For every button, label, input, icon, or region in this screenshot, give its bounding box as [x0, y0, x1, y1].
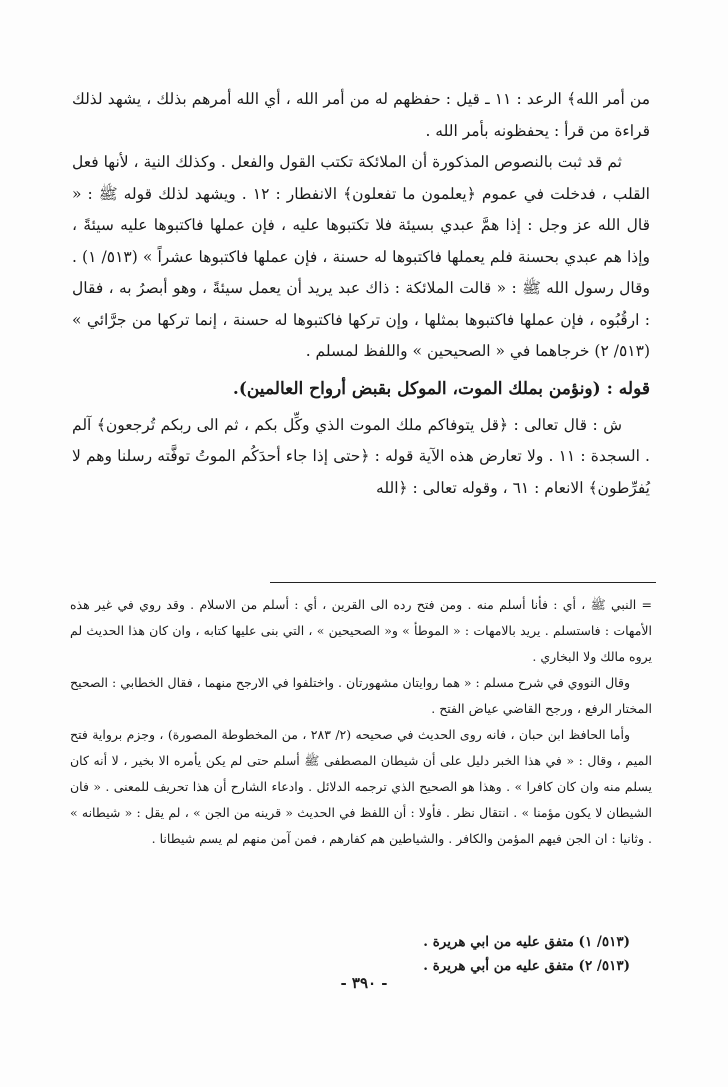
paragraph-angels-record: ثم قد ثبت بالنصوص المذكورة أن الملائكة تكتب القول والفعل . وكذلك النية ، لأنها فعل القلب ، فدخلت في عموم ﴿يعلمون ما تفعلون﴾ الانفطار : ١٢ . ويشهد لذلك قوله ﷺ : « قال الله عز وجل : إذا همَّ عبدي بسيئة فلا تكتبوها عليه ، فإن عملها فاكتبوها عليه سيئةً ، وإذا هم عبدي بحسنة فلم يعملها فاكتبوها له حسنة ، فإن عملها فاكتبوها عشراً » (٥١٣/ ١) . وقال رسول الله ﷺ : « قالت الملائكة : ذاك عبد يريد أن يعمل سيئةً ، وهو أبصرُ به ، فقال : ارقُبُوه ، فإن عملها فاكتبوها بمثلها ، وإن تركها فاكتبوها له حسنة ، إنما تركها من جرَّائي » (٥١٣/ ٢) خرجاهما في « الصحيحين » واللفظ لمسلم . — [72, 153, 650, 360]
footnotes — [70, 592, 652, 852]
footnote-continuation: = النبي ﷺ ، أي : فأنا أسلم منه . ومن فتح رده الى القرين ، أي : أسلم من الاسلام . وقد روي في غير هذه الأمهات : فاستسلم . يريد بالامهات : « الموطأ » و« الصحيحين » ، التي بنى عليها كتابه ، وان كان هذا الحديث لم يروه مالك ولا البخاري . — [70, 597, 652, 664]
footnote-ibn-hibban: وأما الحافظ ابن حبان ، فانه روى الحديث في صحيحه (٢/ ٢٨٣ ، من المخطوطة المصورة) ، وجزم برواية فتح الميم ، وقال : « في هذا الخبر دليل على أن شيطان المصطفى ﷺ أسلم حتى لم يكن يأمره الا بخير ، لا أنه كان يسلم منه وان كان كافرا » . وهذا هو الصحيح الذي ترجمه الدلائل . وادعاء الشارح أن هذا تحريف للمعنى . « فان الشيطان لا يكون مؤمنا » . انتقال نظر . فأولا : أن اللفظ في الحديث « قرينه من الجن » ، لم يقل : « شيطانه » . وثانيا : ان الجن فيهم المؤمن والكافر . والشياطين هم كفارهم ، فمن آمن منهم لم يسم شيطانا . — [70, 727, 652, 846]
paragraph-commentary: ش : قال تعالى : ﴿قل يتوفاكم ملك الموت الذي وكِّل بكم ، ثم الى ربكم تُرجعون﴾ آلم . السجدة : ١١ . ولا تعارض هذه الآية قوله : ﴿حتى إذا جاء أحدَكُم الموتُ توفَّته رسلنا وهم لا يُفرِّطون﴾ الانعام : ٦١ ، وقوله تعالى : ﴿الله — [72, 415, 650, 497]
page-number: - ٣٩٠ - — [340, 974, 388, 992]
footnote-nawawi: وقال النووي في شرح مسلم : « هما روايتان مشهورتان . واختلفوا في الارجح منهما ، فقال الخطابي : الصحيح المختار الرفع ، ورجح القاضي عياض الفتح . — [70, 675, 652, 716]
paragraph-continuation: من أمر الله﴾ الرعد : ١١ ـ قيل : حفظهم له من أمر الله ، أي الله أمرهم بذلك ، يشهد لذلك قراءة من قرأ : يحفظونه بأمر الله . — [72, 90, 650, 140]
section-heading: قوله : (ونؤمن بملك الموت، الموكل بقبض أرواح العالمين). — [232, 378, 650, 399]
reference-2: (٥١٣/ ٢) متفق عليه من أبي هريرة . — [423, 958, 630, 974]
reference-1: (٥١٣/ ١) متفق عليه من ابي هريرة . — [423, 934, 630, 950]
footnote-divider — [270, 582, 656, 583]
main-text — [72, 84, 650, 504]
hadith-references — [300, 930, 630, 978]
